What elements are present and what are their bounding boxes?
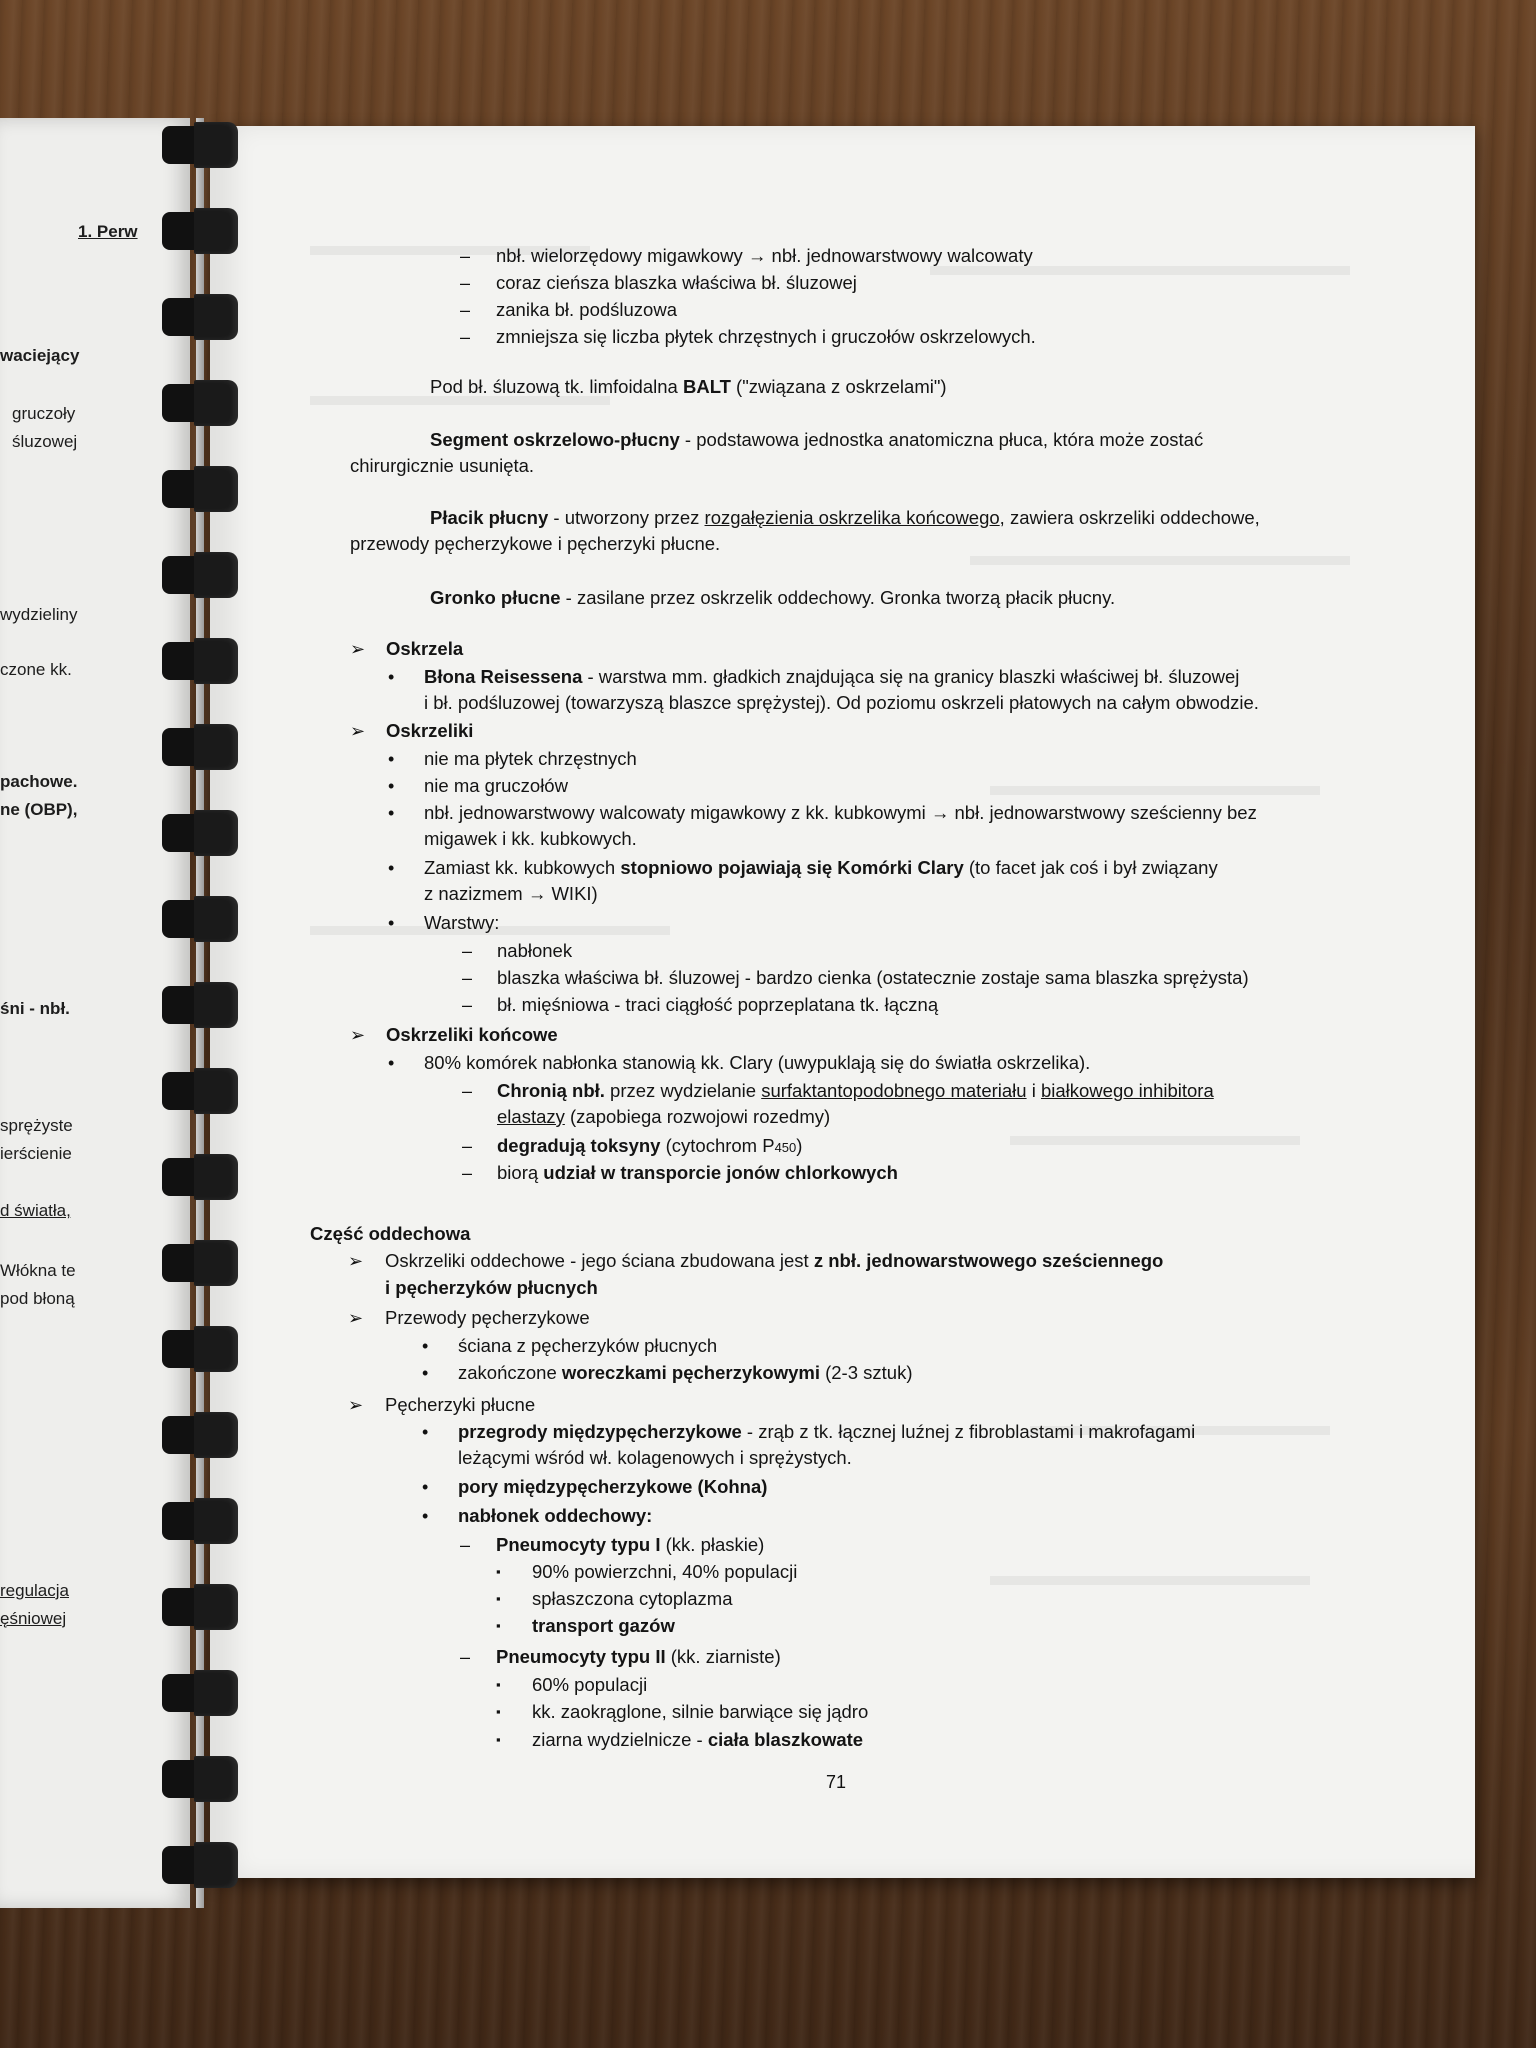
placik-paragraph-cont: przewody pęcherzykowe i pęcherzyki płucne. xyxy=(350,533,721,554)
segment-paragraph: Segment oskrzelowo-płucny - podstawowa jednostka anatomiczna płuca, która może zostać xyxy=(430,429,1204,450)
dash-marker: – xyxy=(462,941,473,961)
pory-item: pory międzypęcherzykowe (Kohna) xyxy=(458,1476,768,1497)
bullet-marker: • xyxy=(422,1506,429,1526)
bior-item: biorą udział w transporcie jonów chlorkowych xyxy=(497,1162,898,1183)
square-marker: ▪ xyxy=(496,1618,501,1633)
oddechowe-item: Oskrzeliki oddechowe - jego ściana zbudowana jest z nbł. jednowarstwowego sześciennego xyxy=(385,1250,1164,1271)
dash-marker: – xyxy=(462,1136,473,1156)
left-page-line: pod błoną xyxy=(0,1289,75,1308)
bullet-marker: • xyxy=(388,913,395,933)
arrow-marker: ➢ xyxy=(350,1025,366,1045)
placik-paragraph: Płacik płucny - utworzony przez rozgałęzienia oskrzelika końcowego, zawiera oskrzeliki oddechowe, xyxy=(430,507,1260,528)
square-marker: ▪ xyxy=(496,1732,501,1747)
przewody-item: ściana z pęcherzyków płucnych xyxy=(458,1335,718,1356)
dash-marker: – xyxy=(462,1081,473,1101)
czesc-heading: Część oddechowa xyxy=(310,1223,471,1244)
square-marker: ▪ xyxy=(496,1564,501,1579)
arrow-marker: ➢ xyxy=(350,721,366,741)
arrow-marker: ➢ xyxy=(348,1395,364,1415)
reisessen-item: Błona Reisessena - warstwa mm. gładkich znajdująca się na granicy blaszki właściwej bł. śluzowej xyxy=(424,666,1240,687)
dash-marker: – xyxy=(460,1647,471,1667)
koncowe-heading: Oskrzeliki końcowe xyxy=(386,1024,558,1045)
clary-item: Zamiast kk. kubkowych stopniowo pojawiają się Komórki Clary (to facet jak coś i był związany xyxy=(424,857,1218,878)
przegrody-item-cont: leżącymi wśród wł. kolagenowych i sprężystych. xyxy=(458,1447,852,1468)
clary-item-cont: z nazizmem → WIKI) xyxy=(424,883,598,904)
typ1-subitem: 90% powierzchni, 40% populacji xyxy=(532,1561,798,1582)
dash-marker: – xyxy=(462,968,473,988)
bullet-marker: • xyxy=(422,1477,429,1497)
balt-paragraph: Pod bł. śluzową tk. limfoidalna BALT ("związana z oskrzelami") xyxy=(430,376,947,397)
typ2-subitem: ziarna wydzielnicze - ciała blaszkowate xyxy=(532,1729,864,1750)
dash-marker: – xyxy=(460,246,471,266)
oskrzeliki-item: nbł. jednowarstwowy walcowaty migawkowy z kk. kubkowymi → nbł. jednowarstwowy sześcienny bez xyxy=(424,802,1257,823)
przegrody-item: przegrody międzypęcherzykowe - zrąb z tk. łącznej luźnej z fibroblastami i makrofagami xyxy=(458,1421,1196,1442)
bullet-marker: • xyxy=(388,749,395,769)
bullet-marker: • xyxy=(388,803,395,823)
square-marker: ▪ xyxy=(496,1677,501,1692)
degraduja-item: degradują toksyny (cytochrom P450) xyxy=(497,1135,803,1156)
left-page-line: ierścienie xyxy=(0,1144,72,1163)
arrow-marker: ➢ xyxy=(350,639,366,659)
left-page-line: sprężyste xyxy=(0,1116,73,1135)
bullet-marker: • xyxy=(388,776,395,796)
arrow-marker: ➢ xyxy=(348,1251,364,1271)
oskrzeliki-item: nie ma gruczołów xyxy=(424,775,568,796)
left-page-line: 1. Perw xyxy=(78,222,138,241)
left-page-line: Włókna te xyxy=(0,1261,76,1280)
bullet-marker: • xyxy=(388,1053,395,1073)
warstwy-item: blaszka właściwa bł. śluzowej - bardzo cienka (ostatecznie zostaje sama blaszka sprężysta) xyxy=(497,967,1249,988)
arrow-marker: ➢ xyxy=(348,1308,364,1328)
pecherzyki-heading: Pęcherzyki płucne xyxy=(385,1394,536,1415)
intro-line: nbł. wielorzędowy migawkowy → nbł. jednowarstwowy walcowaty xyxy=(496,245,1033,266)
bullet-marker: • xyxy=(422,1422,429,1442)
dash-marker: – xyxy=(460,1535,471,1555)
przewody-item: zakończone woreczkami pęcherzykowymi (2-3 sztuk) xyxy=(458,1362,913,1383)
left-page-line: śluzowej xyxy=(12,432,78,451)
bullet-marker: • xyxy=(422,1336,429,1356)
oskrzeliki-heading: Oskrzeliki xyxy=(386,720,474,741)
oskrzela-heading: Oskrzela xyxy=(386,638,464,659)
left-page-line: śni - nbł. xyxy=(0,999,70,1018)
left-page-line: pachowe. xyxy=(0,772,78,791)
intro-line: coraz cieńsza blaszka właściwa bł. śluzowej xyxy=(496,272,857,293)
typ2-subitem: 60% populacji xyxy=(532,1674,648,1695)
left-page-line: ęśniowej xyxy=(0,1609,67,1628)
square-marker: ▪ xyxy=(496,1704,501,1719)
warstwy-item: nabłonek xyxy=(497,940,573,961)
left-page-line: czone kk. xyxy=(0,660,72,679)
left-page-line: wydzieliny xyxy=(0,605,78,624)
intro-line: zmniejsza się liczba płytek chrzęstnych i gruczołów oskrzelowych. xyxy=(496,326,1036,347)
bullet-marker: • xyxy=(422,1363,429,1383)
left-page-line: ne (OBP), xyxy=(0,800,78,819)
intro-line: zanika bł. podśluzowa xyxy=(496,299,677,320)
dash-marker: – xyxy=(462,995,473,1015)
przewody-heading: Przewody pęcherzykowe xyxy=(385,1307,590,1328)
left-page-line: gruczoły xyxy=(12,404,76,423)
reisessen-item-cont: i bł. podśluzowej (towarzyszą blaszce sprężystej). Od poziomu oskrzeli płatowych na całym obwodzie. xyxy=(424,692,1259,713)
dash-marker: – xyxy=(462,1163,473,1183)
warstwy-label: Warstwy: xyxy=(424,912,500,933)
left-page-line: regulacja xyxy=(0,1581,69,1600)
warstwy-item: bł. mięśniowa - traci ciągłość poprzeplatana tk. łączną xyxy=(497,994,939,1015)
nablonek-item: nabłonek oddechowy: xyxy=(458,1505,653,1526)
square-marker: ▪ xyxy=(496,1591,501,1606)
typ1-subitem: transport gazów xyxy=(532,1615,675,1636)
oskrzeliki-item: nie ma płytek chrzęstnych xyxy=(424,748,637,769)
dash-marker: – xyxy=(460,327,471,347)
left-page-line: waciejący xyxy=(0,346,80,365)
bullet-marker: • xyxy=(388,667,395,687)
chronia-item-cont: elastazy (zapobiega rozwojowi rozedmy) xyxy=(497,1106,831,1127)
typ1-subitem: spłaszczona cytoplazma xyxy=(532,1588,733,1609)
typ2-subitem: kk. zaokrąglone, silnie barwiące się jądro xyxy=(532,1701,869,1722)
typ1-item: Pneumocyty typu I (kk. płaskie) xyxy=(496,1534,765,1555)
left-page-line: d światła, xyxy=(0,1201,71,1220)
gronko-paragraph: Gronko płucne - zasilane przez oskrzelik oddechowy. Gronka tworzą płacik płucny. xyxy=(430,587,1116,608)
dash-marker: – xyxy=(460,300,471,320)
typ2-item: Pneumocyty typu II (kk. ziarniste) xyxy=(496,1646,781,1667)
segment-paragraph-cont: chirurgicznie usunięta. xyxy=(350,455,535,476)
oddechowe-item-cont: i pęcherzyków płucnych xyxy=(385,1277,598,1298)
chronia-item: Chronią nbł. przez wydzielanie surfaktantopodobnego materiału i białkowego inhibitora xyxy=(497,1080,1214,1101)
koncowe-item: 80% komórek nabłonka stanowią kk. Clary (uwypuklają się do światła oskrzelika). xyxy=(424,1052,1091,1073)
bullet-marker: • xyxy=(388,858,395,878)
dash-marker: – xyxy=(460,273,471,293)
page-number: 71 xyxy=(826,1772,847,1792)
oskrzeliki-item-cont: migawek i kk. kubkowych. xyxy=(424,828,637,849)
